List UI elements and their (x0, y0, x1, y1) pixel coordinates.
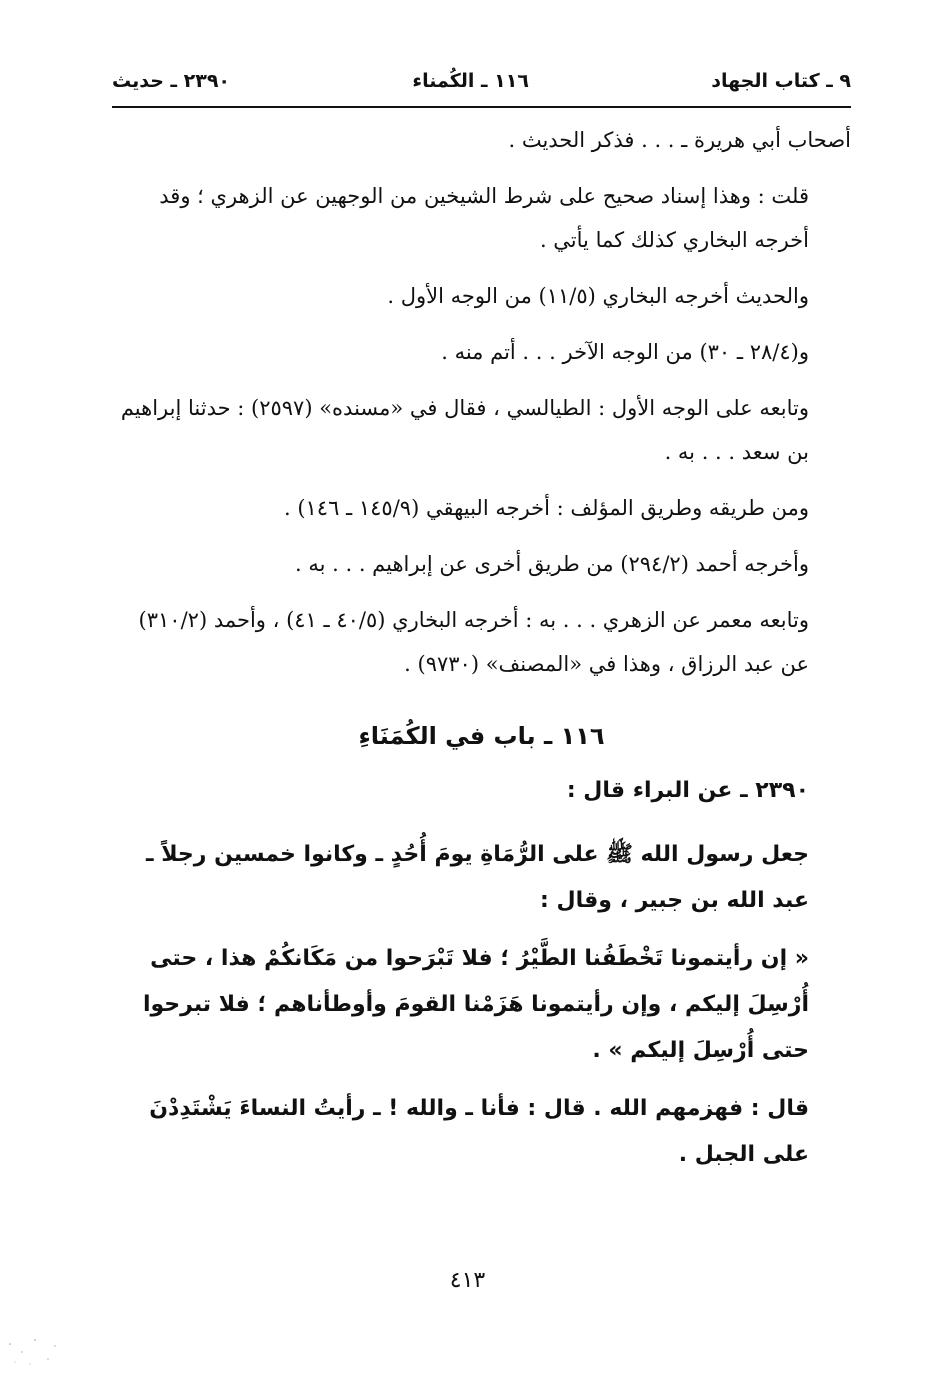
hadith-text-2: « إن رأيتمونا تَخْطَفُنا الطَّيْرُ ؛ فلا تَبْرَحوا من مَكَانكُمْ هذا ، حتى أُرْسِلَ إليكم ، وإن رأيتمونا هَزَمْنا القومَ وأوطأناهم ؛ فلا تبرحوا حتى أُرْسِلَ إليكم » . (142, 946, 809, 1063)
header-hadith: ٢٣٩٠ ـ حديث (112, 70, 231, 92)
header-chapter: ٩ ـ كتاب الجهاد (711, 70, 851, 92)
page-number: ٤١٣ (449, 1268, 486, 1293)
paragraph-comment: قلت : وهذا إسناد صحيح على شرط الشيخين من الوجهين عن الزهري ؛ وقد أخرجه البخاري كذلك كما يأتي . (159, 184, 809, 252)
scan-specks (0, 1314, 70, 1374)
header-section: ١١٦ ـ الكُمناء (412, 70, 529, 92)
hadith-number: ٢٣٩٠ ـ عن البراء قال : (566, 778, 809, 803)
hadith-text-1: جعل رسول الله ﷺ على الرُّمَاةِ يومَ أُحُدٍ ـ وكانوا خمسين رجلاً ـ عبد الله بن جبير ، وقال : (146, 842, 809, 913)
chapter-heading: ١١٦ ـ باب في الكُمَنَاءِ (358, 722, 605, 750)
page-body (112, 118, 851, 1190)
paragraph-mamar: وتابعه معمر عن الزهري . . . به : أخرجه البخاري (٤٠/٥ ـ ٤١) ، وأحمد (٣١٠/٢) عن عبد الرزاق ، وهذا في «المصنف» (٩٧٣٠) . (138, 608, 809, 676)
paragraph-tayalisi: وتابعه على الوجه الأول : الطيالسي ، فقال في «مسنده» (٢٥٩٧) : حدثنا إبراهيم بن سعد . . . به . (120, 396, 809, 464)
paragraph-continuation: أصحاب أبي هريرة ـ . . . فذكر الحديث . (508, 128, 851, 152)
paragraph-ahmad: وأخرجه أحمد (٢٩٤/٢) من طريق أخرى عن إبراهيم . . . به . (294, 552, 809, 576)
paragraph-bayhaqi: ومن طريقه وطريق المؤلف : أخرجه البيهقي (١٤٥/٩ ـ ١٤٦) . (283, 496, 809, 520)
paragraph-bukhari-other: و(٢٨/٤ ـ ٣٠) من الوجه الآخر . . . أتم منه . (441, 340, 809, 364)
hadith-text-3: قال : فهزمهم الله . قال : فأنا ـ والله ! ـ رأيتُ النساءَ يَشْتَدِدْنَ على الجبل . (149, 1096, 809, 1167)
paragraph-bukhari: والحديث أخرجه البخاري (١١/٥) من الوجه الأول . (387, 284, 809, 308)
running-header (112, 60, 851, 108)
